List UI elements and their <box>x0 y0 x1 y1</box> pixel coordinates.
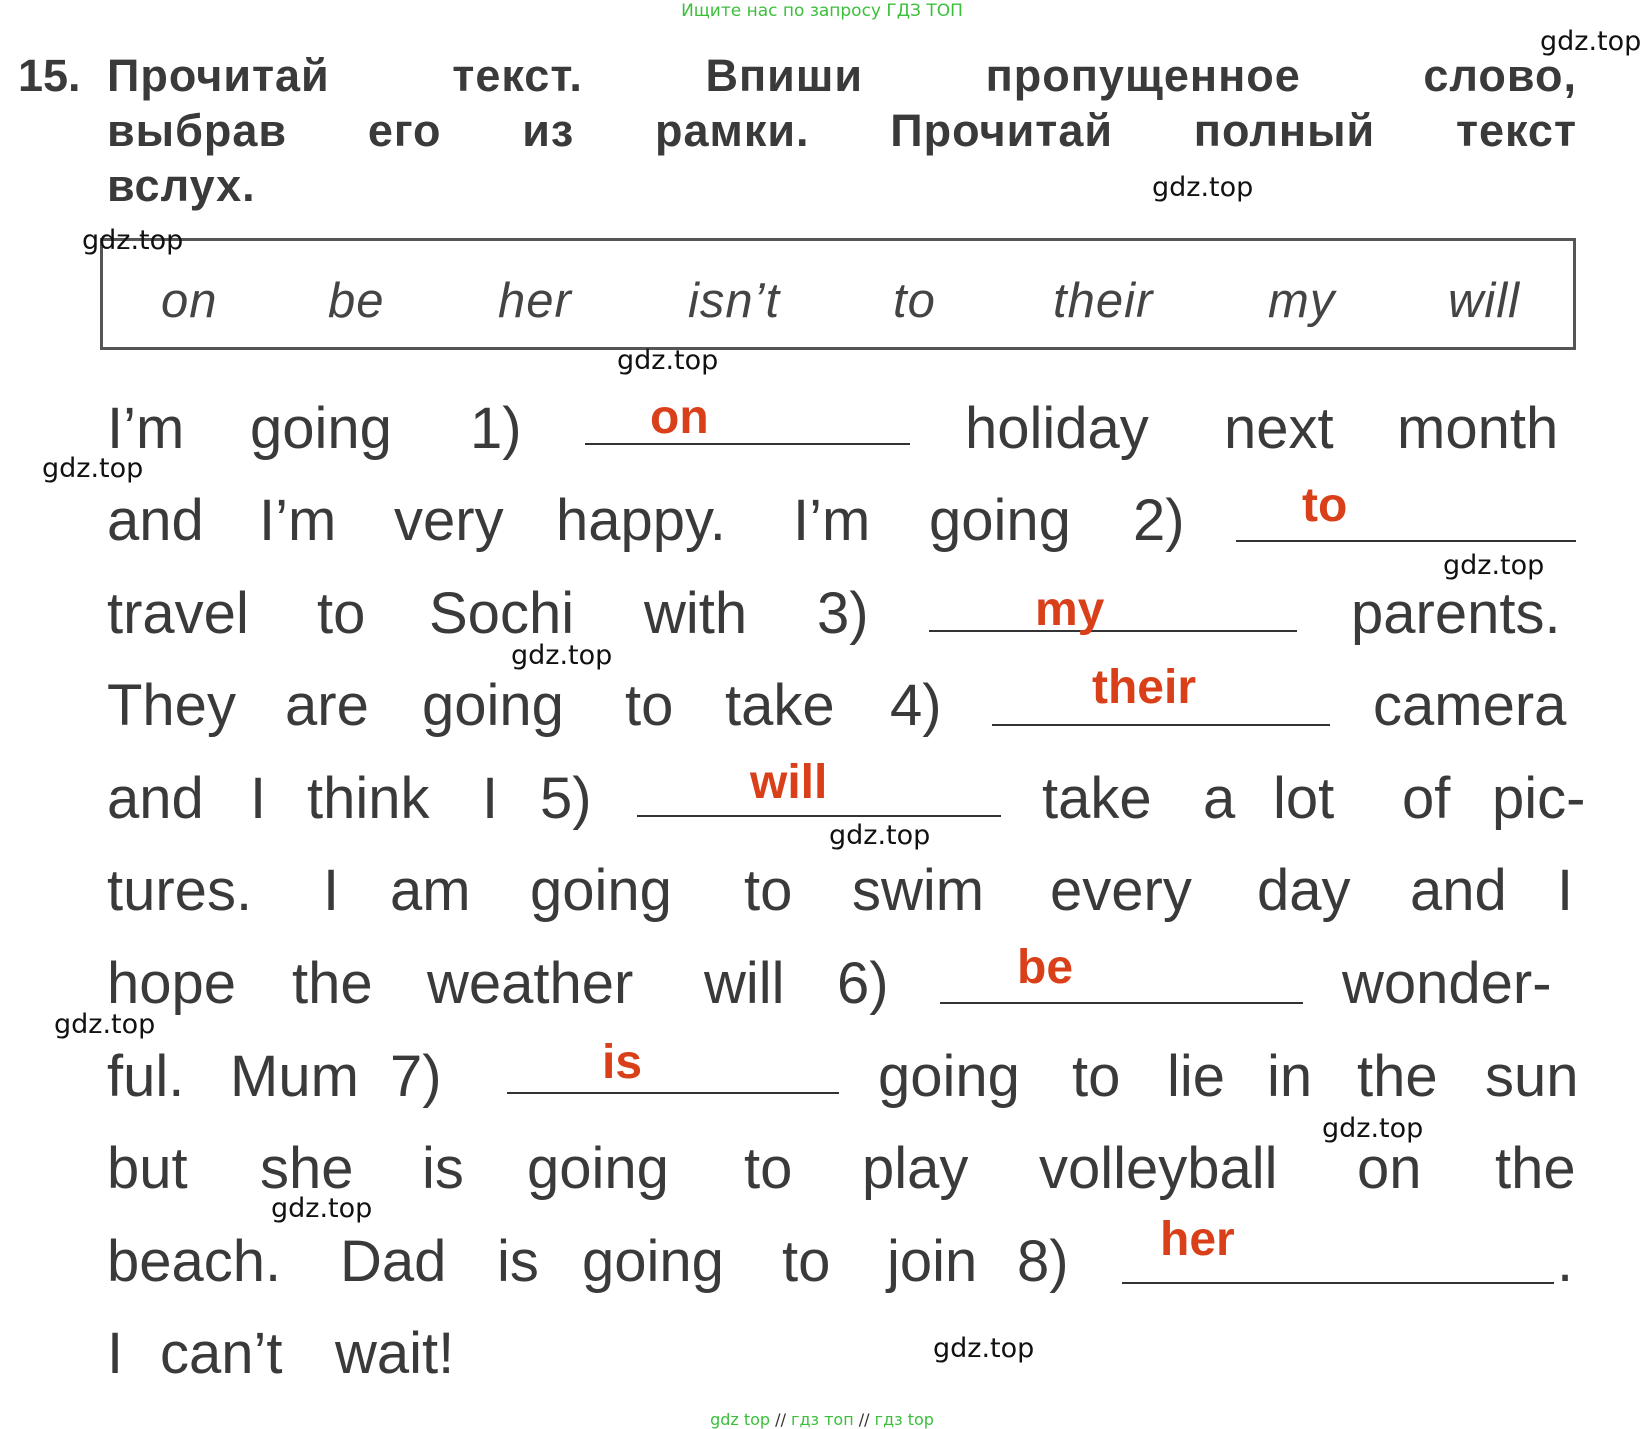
text-word: going <box>422 673 564 738</box>
text-word: 6) <box>837 951 889 1016</box>
footer-separator: // <box>775 1410 786 1429</box>
text-word: the <box>292 951 373 1016</box>
answer-blank-1 <box>585 443 910 445</box>
text-word: am <box>390 858 471 923</box>
text-word: beach. <box>107 1229 282 1294</box>
text-word: I <box>107 1321 124 1386</box>
footer-item: гдз top <box>874 1410 934 1429</box>
answer-4: their <box>1092 661 1197 714</box>
text-word: day <box>1257 858 1351 923</box>
text-word: I’m <box>793 488 871 553</box>
text-line-6 <box>107 857 1577 927</box>
footer-item: gdz top <box>710 1410 771 1429</box>
text-word: swim <box>852 858 985 923</box>
text-word: They <box>107 673 236 738</box>
word-bank-item: be <box>328 274 385 328</box>
text-word: going <box>250 396 392 461</box>
text-line-3 <box>107 580 1577 650</box>
text-word: holiday <box>965 396 1149 461</box>
text-word: very <box>394 488 504 553</box>
instruction-word: слово, <box>1423 50 1577 101</box>
text-word: tures. <box>107 858 253 923</box>
text-word: lot <box>1273 766 1335 831</box>
text-word: the <box>1357 1044 1438 1109</box>
footer-watermark <box>0 1410 1644 1429</box>
text-word: wonder- <box>1342 951 1552 1016</box>
text-word: in <box>1267 1044 1313 1109</box>
word-bank-item: isn’t <box>688 274 781 328</box>
text-word: camera <box>1373 673 1567 738</box>
instruction-word: Впиши <box>705 50 863 101</box>
text-word: and <box>107 766 204 831</box>
text-word: but <box>107 1136 188 1201</box>
text-word: ful. <box>107 1044 185 1109</box>
text-word: going <box>527 1136 669 1201</box>
text-line-10 <box>107 1228 1577 1298</box>
instruction-word: Прочитай <box>107 50 330 101</box>
text-word: next <box>1224 396 1334 461</box>
text-word: Dad <box>340 1229 447 1294</box>
text-word: to <box>744 1136 793 1201</box>
text-word: happy. <box>556 488 726 553</box>
text-word: take <box>1042 766 1152 831</box>
word-bank-item: on <box>161 274 218 328</box>
answer-blank-4 <box>992 724 1330 726</box>
word-bank-item: my <box>1268 274 1336 328</box>
text-word: to <box>744 858 793 923</box>
answer-blank-7 <box>507 1092 839 1094</box>
watermark-text: gdz.top <box>511 640 613 671</box>
text-word: join <box>887 1229 978 1294</box>
text-word: sun <box>1485 1044 1579 1109</box>
answer-blank-3 <box>929 630 1297 632</box>
text-word: Mum <box>230 1044 359 1109</box>
word-bank-item: their <box>1053 274 1154 328</box>
instruction-word: текст <box>1455 105 1577 156</box>
text-line-11 <box>107 1320 1577 1390</box>
instruction-word: текст. <box>452 50 583 101</box>
text-word: is <box>422 1136 464 1201</box>
watermark-text: gdz.top <box>271 1193 373 1224</box>
word-bank-box <box>100 238 1576 350</box>
answer-6: be <box>1017 941 1074 994</box>
text-line-2 <box>107 487 1577 557</box>
word-bank-item: her <box>498 274 572 328</box>
text-word: with <box>644 581 748 646</box>
text-word: on <box>1357 1136 1422 1201</box>
watermark-text: gdz.top <box>1540 26 1642 57</box>
text-word: I <box>1557 858 1574 923</box>
footer-item: гдз топ <box>791 1410 854 1429</box>
text-word: 4) <box>890 673 942 738</box>
text-word: she <box>260 1136 354 1201</box>
text-word: I <box>323 858 340 923</box>
answer-2: to <box>1302 479 1348 532</box>
instruction-word: пропущенное <box>985 50 1301 101</box>
text-word: can’t <box>160 1321 283 1386</box>
text-word: think <box>307 766 430 831</box>
text-word: 5) <box>540 766 592 831</box>
answer-blank-6 <box>940 1002 1303 1004</box>
text-word: wait! <box>335 1321 455 1386</box>
text-word: take <box>725 673 835 738</box>
word-bank-item: will <box>1448 274 1521 328</box>
instruction-word: Прочитай <box>890 105 1114 156</box>
text-word: 8) <box>1017 1229 1069 1294</box>
answer-1: on <box>650 391 709 444</box>
watermark-text: gdz.top <box>1443 550 1545 581</box>
text-word: the <box>1495 1136 1576 1201</box>
answer-5: will <box>750 756 828 809</box>
watermark-text: gdz.top <box>42 453 144 484</box>
text-word: 7) <box>390 1044 442 1109</box>
answer-blank-5 <box>637 815 1001 817</box>
text-line-1 <box>107 395 1577 465</box>
text-word: parents. <box>1351 581 1561 646</box>
text-word: travel <box>107 581 249 646</box>
word-bank-item: to <box>893 274 936 328</box>
text-word: going <box>582 1229 724 1294</box>
instruction-word: вслух. <box>107 160 256 211</box>
text-word: weather <box>427 951 634 1016</box>
text-word: and <box>107 488 204 553</box>
text-line-4 <box>107 672 1577 742</box>
instruction-word: его <box>367 105 442 156</box>
watermark-text: gdz.top <box>1322 1113 1424 1144</box>
text-word: going <box>878 1044 1020 1109</box>
text-word: a <box>1203 766 1236 831</box>
watermark-text: gdz.top <box>54 1009 156 1040</box>
top-watermark-banner: Ищите нас по запросу ГДЗ ТОП <box>681 1 963 21</box>
instruction-word: полный <box>1193 105 1376 156</box>
text-word: to <box>317 581 366 646</box>
text-word: play <box>862 1136 969 1201</box>
text-line-7 <box>107 950 1577 1020</box>
text-word: lie <box>1167 1044 1226 1109</box>
text-word: . <box>1557 1229 1574 1294</box>
instruction-line-3 <box>107 160 1577 212</box>
watermark-text: gdz.top <box>617 345 719 376</box>
text-word: to <box>625 673 674 738</box>
answer-3: my <box>1035 583 1105 636</box>
text-word: month <box>1397 396 1559 461</box>
answer-8: her <box>1160 1213 1235 1266</box>
text-word: 2) <box>1133 488 1185 553</box>
instruction-word: рамки. <box>655 105 810 156</box>
text-word: I <box>250 766 267 831</box>
watermark-text: gdz.top <box>1152 172 1254 203</box>
text-word: going <box>530 858 672 923</box>
text-word: will <box>704 951 785 1016</box>
text-word: Sochi <box>429 581 575 646</box>
answer-blank-2 <box>1236 540 1576 542</box>
instruction-word: выбрав <box>107 105 288 156</box>
text-word: every <box>1050 858 1192 923</box>
text-word: of <box>1402 766 1451 831</box>
text-word: I’m <box>107 396 185 461</box>
text-word: to <box>1072 1044 1121 1109</box>
text-word: is <box>497 1229 539 1294</box>
answer-blank-8 <box>1122 1282 1554 1284</box>
text-word: pic- <box>1492 766 1586 831</box>
exercise-number: 15. <box>18 50 81 101</box>
text-word: and <box>1410 858 1507 923</box>
instruction-line-1 <box>107 50 1577 102</box>
instruction-word: из <box>522 105 575 156</box>
watermark-text: gdz.top <box>829 820 931 851</box>
watermark-text: gdz.top <box>82 225 184 256</box>
watermark-text: gdz.top <box>933 1333 1035 1364</box>
text-word: hope <box>107 951 237 1016</box>
text-word: 3) <box>817 581 869 646</box>
answer-7: is <box>602 1036 643 1089</box>
text-word: 1) <box>470 396 522 461</box>
text-word: going <box>929 488 1071 553</box>
text-word: volleyball <box>1039 1136 1278 1201</box>
instruction-line-2 <box>107 105 1577 157</box>
text-word: I <box>482 766 499 831</box>
footer-separator: // <box>858 1410 870 1429</box>
text-word: are <box>285 673 369 738</box>
text-word: to <box>782 1229 831 1294</box>
text-word: I’m <box>259 488 337 553</box>
text-line-8 <box>107 1043 1577 1113</box>
